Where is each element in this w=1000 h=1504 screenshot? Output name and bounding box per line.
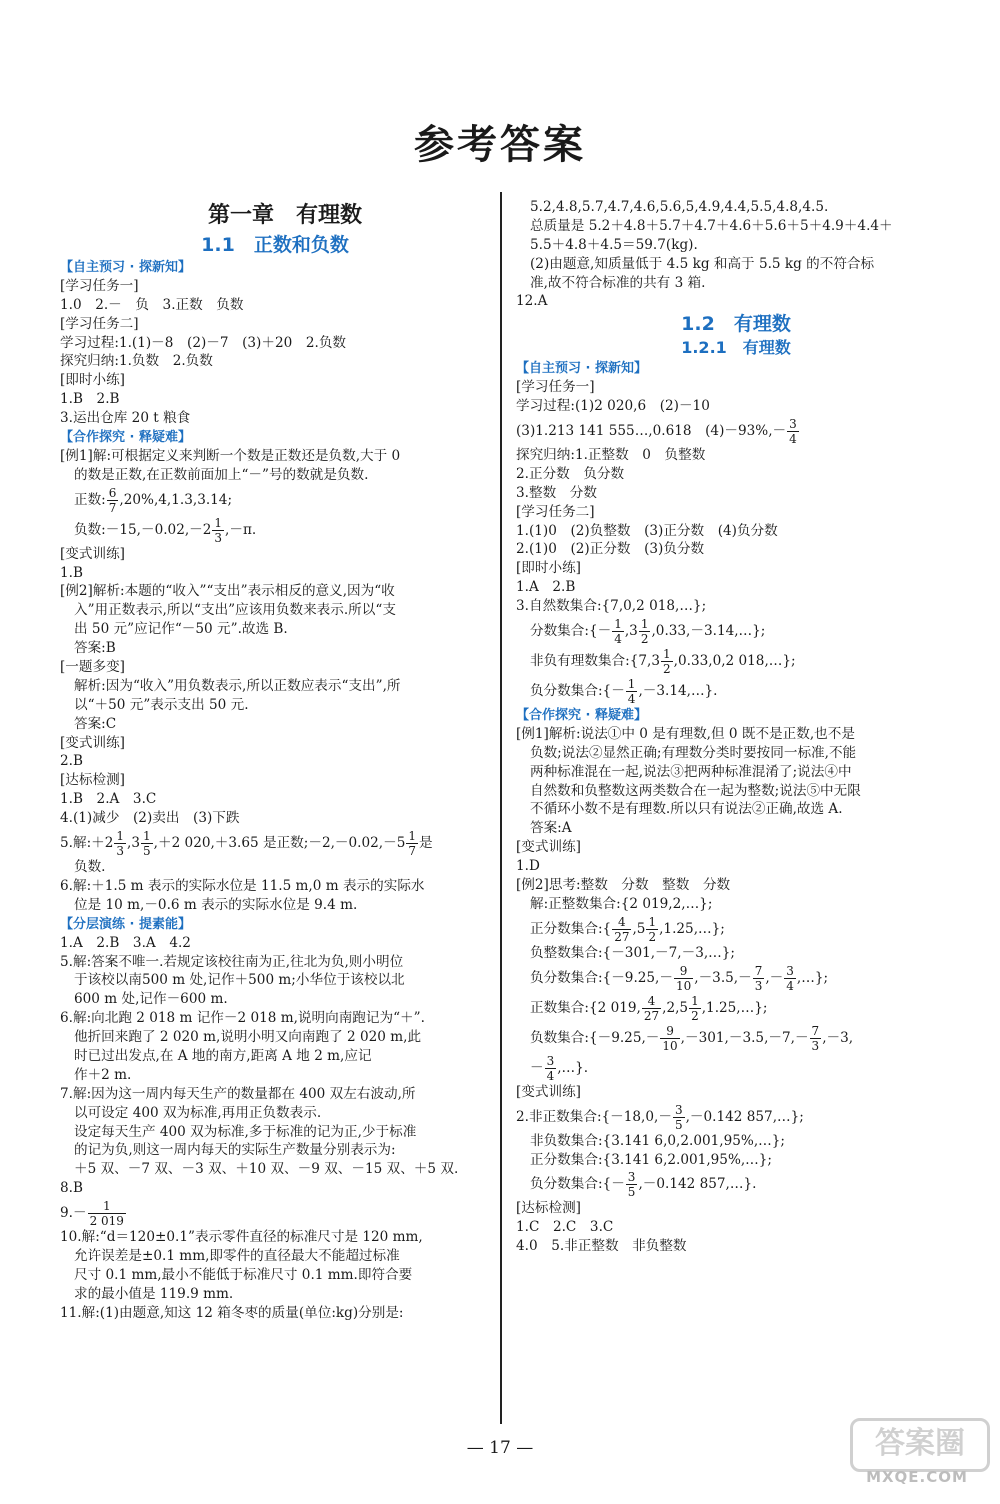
text-line: [变式训练] bbox=[516, 1083, 581, 1100]
text-line: 1.B bbox=[60, 564, 83, 581]
fraction-line: 正数: $\frac{6}{7}$ ,20%,4,1.3,3.14; bbox=[74, 485, 233, 515]
text-line: 2.正分数 负分数 bbox=[516, 465, 625, 482]
subsection-heading: 1.2.1 有理数 bbox=[681, 338, 791, 358]
text-line: (2)由题意,知质量低于 4.5 kg 和高于 5.5 kg 的不符合标 bbox=[530, 255, 875, 272]
text-line: [变式训练] bbox=[60, 734, 125, 751]
text-line: [变式训练] bbox=[60, 545, 125, 562]
text-line: 1.A 2.B bbox=[516, 579, 576, 596]
text-line: [例2]思考:整数 分数 整数 分数 bbox=[516, 877, 731, 894]
text-line: 非负数集合:{3.141 6,0,2.001,95%,…}; bbox=[530, 1132, 785, 1149]
text-line: 8.B bbox=[60, 1180, 83, 1197]
text-line: 于该校以南500 m 处,记作＋500 m;小华位于该校以北 bbox=[74, 972, 405, 989]
text-line: [例1]解:可根据定义来判断一个数是正数还是负数,大于 0 bbox=[60, 447, 401, 464]
text-line: 求的最小值是 119.9 mm. bbox=[74, 1285, 234, 1302]
text-line: 以“＋50 元”表示支出 50 元. bbox=[74, 696, 249, 713]
text-line: [学习任务一] bbox=[60, 277, 139, 294]
text-line: 总质量是 5.2＋4.8＋5.7＋4.7＋4.6＋5.6＋5＋4.9＋4.4＋ bbox=[530, 217, 893, 234]
text-line: 正分数集合:{3.141 6,2.001,95%,…}; bbox=[530, 1151, 772, 1168]
page-number: — 17 — bbox=[466, 1438, 534, 1458]
left-column bbox=[60, 198, 490, 1323]
text-line: 不循环小数不是有理数.所以只有说法②正确,故选 A. bbox=[530, 801, 843, 818]
fraction-line: 5.解:＋2 $\frac{1}{3}$ ,3 $\frac{1}{5}$ ,＋2 020,＋3.65 是正数;－2,－0.02,－5 $\frac{1}{7}$ 是 bbox=[60, 829, 433, 859]
fraction-line: － $\frac{3}{4}$ ,…}. bbox=[530, 1053, 589, 1083]
text-line: 答案:C bbox=[74, 715, 117, 732]
text-line: [例1]解析:说法①中 0 是有理数,但 0 既不是正数,也不是 bbox=[516, 725, 855, 742]
text-line: 位是 10 m,－0.6 m 表示的实际水位是 9.4 m. bbox=[74, 896, 358, 913]
text-line: 2.(1)0 (2)正分数 (3)负分数 bbox=[516, 541, 705, 558]
text-line: 4.(1)减少 (2)卖出 (3)下跌 bbox=[60, 810, 240, 827]
text-line: [学习任务二] bbox=[60, 315, 139, 332]
text-line: 2.B bbox=[60, 753, 83, 770]
text-line: [例2]解析:本题的“收入”“支出”表示相反的意义,因为“收 bbox=[60, 583, 395, 600]
text-line: 1.C 2.C 3.C bbox=[516, 1219, 614, 1236]
tag-preview: 【自主预习 · 探新知】 bbox=[60, 260, 191, 275]
fraction-line: 负数集合:{－9.25,－ $\frac{9}{10}$ ,－301,－3.5,－7,－ $\frac{7}{3}$ ,－3, bbox=[530, 1023, 854, 1053]
section-heading: 1.2 有理数 bbox=[681, 313, 791, 336]
text-line: 1.(1)0 (2)负整数 (3)正分数 (4)负分数 bbox=[516, 522, 778, 539]
text-line: [一题多变] bbox=[60, 659, 125, 676]
text-line: 3.自然数集合:{7,0,2 018,…}; bbox=[516, 598, 707, 615]
text-line: 1.B 2.A 3.C bbox=[60, 791, 157, 808]
tag-practice: 【分层演练 · 提素能】 bbox=[60, 916, 191, 932]
text-line: 探究归纳:1.正整数 0 负整数 bbox=[516, 447, 706, 464]
watermark-logo bbox=[842, 1418, 992, 1496]
text-line: 10.解:“d＝120±0.1”表示零件直径的标准尺寸是 120 mm, bbox=[60, 1229, 423, 1246]
text-line: 负数;说法②显然正确;有理数分类时要按同一标准,不能 bbox=[530, 744, 857, 761]
column-divider bbox=[500, 192, 502, 1424]
text-line: 4.0 5.非正整数 非负整数 bbox=[516, 1238, 687, 1255]
text-line: 答案:A bbox=[530, 820, 572, 837]
right-column bbox=[516, 198, 956, 1256]
text-line: 学习过程:1.(1)－8 (2)－7 (3)＋20 2.负数 bbox=[60, 334, 347, 351]
page-title: 参考答案 bbox=[414, 121, 586, 168]
fraction-line: 9.－ $\frac{1}{2 019}$ bbox=[60, 1199, 124, 1229]
fraction-line: 负分数集合:{－9.25,－ $\frac{9}{10}$ ,－3.5,－ $\frac{7}{3}$ ,－ $\frac{3}{4}$ ,…}; bbox=[530, 963, 829, 993]
text-line: ＋5 双、－7 双、－3 双、＋10 双、－9 双、－15 双、＋5 双. bbox=[74, 1161, 459, 1178]
text-line: 学习过程:(1)2 020,6 (2)－10 bbox=[516, 398, 710, 415]
fraction-line: 非负有理数集合:{7,3 $\frac{1}{2}$ ,0.33,0,2 018,…}; bbox=[530, 647, 796, 677]
text-line: 解析:因为“收入”用负数表示,所以正数应表示“支出”,所 bbox=[74, 677, 401, 694]
text-line: 解:正整数集合:{2 019,2,…}; bbox=[530, 895, 713, 912]
tag-preview: 【自主预习 · 探新知】 bbox=[516, 361, 647, 377]
text-line: 5.5＋4.8＋4.5＝59.7(kg). bbox=[530, 236, 698, 253]
text-line: 探究归纳:1.负数 2.负数 bbox=[60, 353, 213, 370]
fraction-line: 负分数集合:{－ $\frac{3}{5}$ ,－0.142 857,…}. bbox=[530, 1170, 757, 1200]
fraction-line: 2.非正数集合:{－18,0,－ $\frac{3}{5}$ ,－0.142 857,…}; bbox=[516, 1102, 804, 1132]
text-line: 他折回来跑了 2 020 m,说明小明又向南跑了 2 020 m,此 bbox=[74, 1029, 422, 1046]
text-line: [学习任务二] bbox=[516, 503, 595, 520]
text-line: 5.解:答案不唯一.若规定该校往南为正,往北为负,则小明位 bbox=[60, 953, 404, 970]
text-line: 7.解:因为这一周内每天生产的数量都在 400 双左右波动,所 bbox=[60, 1085, 416, 1102]
text-line: 11.解:(1)由题意,知这 12 箱冬枣的质量(单位:kg)分别是: bbox=[60, 1304, 404, 1321]
section-heading: 1.1 正数和负数 bbox=[201, 234, 349, 256]
text-line: 以可设定 400 双为标准,再用正负数表示. bbox=[74, 1104, 322, 1121]
text-line: 的记为负,则这一周内每天的实际生产数量分别表示为: bbox=[74, 1142, 396, 1159]
text-line: [变式训练] bbox=[516, 839, 581, 856]
tag-cooperate: 【合作探究 · 释疑难】 bbox=[516, 708, 647, 724]
text-line: 负整数集合:{－301,－7,－3,…}; bbox=[530, 944, 736, 961]
text-line: [即时小练] bbox=[60, 372, 125, 389]
watermark-logo-mark: 答案圈 bbox=[850, 1418, 990, 1472]
chapter-heading: 第一章 有理数 bbox=[207, 202, 362, 228]
text-line: 入”用正数表示,所以“支出”应该用负数来表示.所以“支 bbox=[74, 602, 396, 619]
text-line: 出 50 元”应记作“－50 元”.故选 B. bbox=[74, 621, 288, 638]
text-line: 1.A 2.B 3.A 4.2 bbox=[60, 934, 191, 951]
fraction-line: 正数集合:{2 019, $\frac{4}{27}$ ,2,5 $\frac{1}{2}$ ,1.25,…}; bbox=[530, 993, 768, 1023]
text-line: 答案:B bbox=[74, 640, 116, 657]
text-line: 1.0 2.－ 负 3.正数 负数 bbox=[60, 296, 244, 313]
text-line: 设定每天生产 400 双为标准,多于标准的记为正,少于标准 bbox=[74, 1123, 417, 1140]
text-line: 两种标准混在一起,说法③把两种标准混淆了;说法④中 bbox=[530, 763, 852, 780]
text-line: 12.A bbox=[516, 293, 548, 310]
text-line: [即时小练] bbox=[516, 560, 581, 577]
text-line: [达标检测] bbox=[516, 1200, 581, 1217]
tag-cooperate: 【合作探究 · 释疑难】 bbox=[60, 430, 191, 446]
text-line: 的数是正数,在正数前面加上“－”号的数就是负数. bbox=[74, 466, 369, 483]
text-line: 负数. bbox=[74, 859, 106, 876]
fraction-line: 正分数集合:{ $\frac{4}{27}$ ,5 $\frac{1}{2}$ ,1.25,…}; bbox=[530, 914, 725, 944]
text-line: 1.D bbox=[516, 858, 540, 875]
text-line: 3.运出仓库 20 t 粮食 bbox=[60, 410, 191, 427]
text-line: 3.整数 分数 bbox=[516, 484, 597, 501]
text-line: 作＋2 m. bbox=[74, 1066, 132, 1083]
text-line: [学习任务一] bbox=[516, 379, 595, 396]
text-line: 尺寸 0.1 mm,最小不能低于标准尺寸 0.1 mm.即符合要 bbox=[74, 1266, 413, 1283]
text-line: 1.B 2.B bbox=[60, 391, 120, 408]
watermark-url: MXQE.COM bbox=[866, 1468, 968, 1486]
text-line: [达标检测] bbox=[60, 772, 125, 789]
fraction-line: 负分数集合:{－ $\frac{1}{4}$ ,－3.14,…}. bbox=[530, 677, 718, 707]
text-line: 6.解:向北跑 2 018 m 记作－2 018 m,说明向南跑记为“＋”. bbox=[60, 1010, 425, 1027]
fraction-line: 负数:－15,－0.02,－2 $\frac{1}{3}$ ,－π. bbox=[74, 515, 257, 545]
text-line: 准,故不符合标准的共有 3 箱. bbox=[530, 274, 706, 291]
text-line: 时已过出发点,在 A 地的南方,距离 A 地 2 m,应记 bbox=[74, 1047, 372, 1064]
text-line: 600 m 处,记作－600 m. bbox=[74, 991, 228, 1008]
fraction-line: (3)1.213 141 555…,0.618 (4)－93%,－ $\frac{3}{4}$ bbox=[516, 417, 797, 447]
text-line: 5.2,4.8,5.7,4.7,4.6,5.6,5,4.9,4.4,5.5,4.8,4.5. bbox=[530, 199, 829, 215]
text-line: 允许误差是±0.1 mm,即零件的直径最大不能超过标准 bbox=[74, 1247, 400, 1264]
fraction-line: 分数集合:{－ $\frac{1}{4}$ ,3 $\frac{1}{2}$ ,0.33,－3.14,…}; bbox=[530, 617, 766, 647]
text-line: 6.解:＋1.5 m 表示的实际水位是 11.5 m,0 m 表示的实际水 bbox=[60, 877, 425, 894]
text-line: 自然数和负整数这两类数合在一起为整数;说法⑤中无限 bbox=[530, 782, 861, 799]
